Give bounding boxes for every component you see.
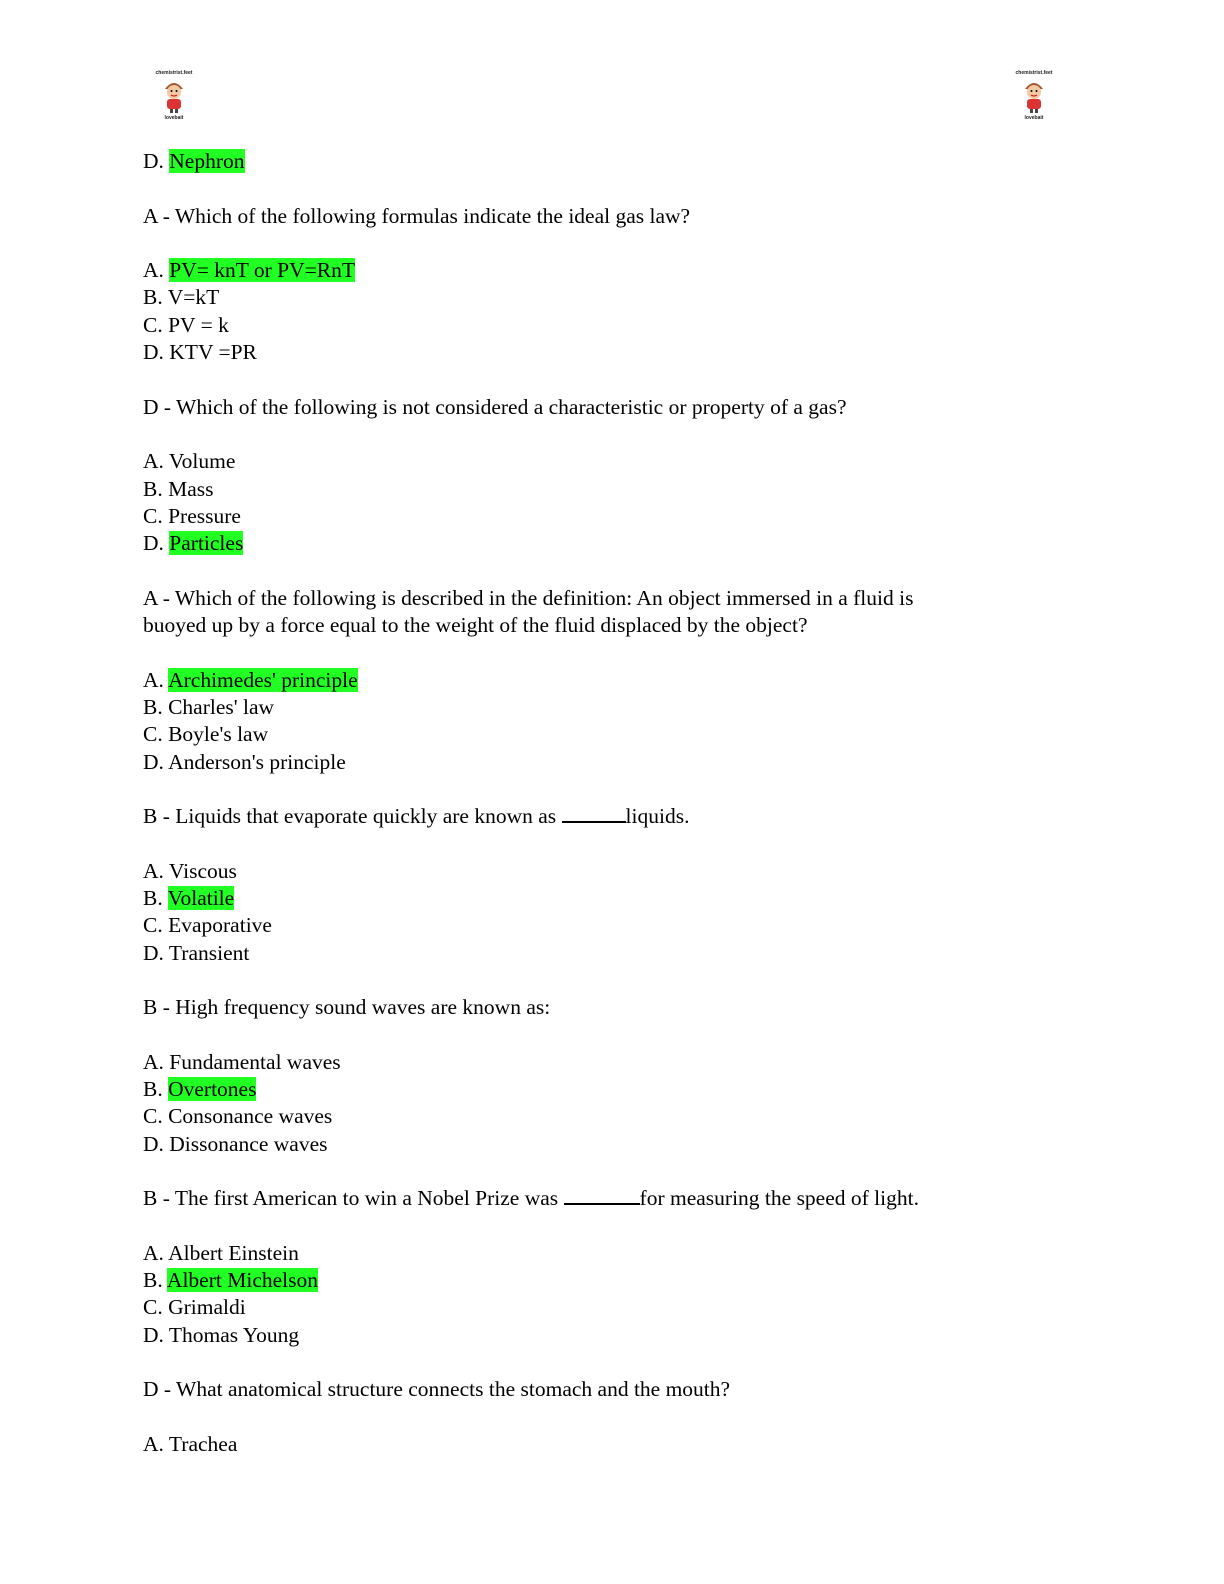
correct-answer-highlight: Particles [169,531,244,556]
option-text: Anderson's principle [168,749,346,774]
option-text: V=kT [167,285,220,310]
option-label: B. [143,476,163,501]
option-text: Pressure [168,503,241,528]
correct-answer-highlight: Overtones [168,1077,257,1102]
option-line [143,1431,1073,1458]
option-line [143,721,1073,748]
option-text: Volume [168,449,236,474]
option-label: C. [143,722,163,747]
question-stem [143,1185,1073,1212]
option-text: Consonance waves [168,1104,333,1129]
option-label: A. [143,1049,164,1074]
option-label: A. [143,1431,164,1456]
option-text: Grimaldi [168,1295,246,1320]
option-line [143,1049,1073,1076]
option-label: A. [143,667,164,692]
option-label: C. [143,312,163,337]
option-line [143,1103,1073,1130]
option-line [143,257,1073,284]
document-body [143,148,1073,1458]
option-line [143,694,1073,721]
option-line [143,503,1073,530]
option-text: Viscous [168,858,237,883]
option-text: PV = k [168,312,229,337]
option-label: C. [143,1295,163,1320]
option-text: Evaporative [168,913,272,938]
question-stem: D - Which of the following is not considered a characteristic or property of a gas? [143,394,847,419]
correct-answer-highlight: Archimedes' principle [168,667,358,692]
correct-answer-highlight: Nephron [169,149,245,173]
option-text: Boyle's law [168,722,269,747]
option-label: B. [143,886,163,911]
correct-answer-highlight: Volatile [167,886,235,911]
option-line [143,148,1073,175]
correct-answer-highlight: Albert Michelson [166,1268,318,1293]
logo-sub-text: lovebait [164,115,184,121]
stem-text: for measuring the speed of light. [639,1186,919,1211]
option-label: A. [143,449,164,474]
option-text: Fundamental waves [169,1049,341,1074]
option-text: Trachea [168,1431,238,1456]
question-stem-continued: buoyed up by a force equal to the weight of the fluid displaced by the object? [143,613,808,638]
option-text: Mass [168,476,214,501]
option-label: D. [143,940,164,965]
option-label: C. [143,1104,163,1129]
question-stem: A - Which of the following is described in the definition: An object immersed in a fluid is [143,585,914,610]
fill-in-blank [564,1185,640,1205]
option-label: C. [143,913,163,938]
option-line [143,312,1073,339]
option-line [143,1294,1073,1321]
logo-sub-text: lovebait [1024,115,1044,121]
question-stem [143,803,1073,830]
stem-text: liquids. [625,804,690,829]
question-stem: D - What anatomical structure connects the stomach and the mouth? [143,1377,731,1402]
option-line [143,912,1073,939]
header-logo-right [1003,70,1065,132]
option-label: A. [143,258,164,283]
option-line [143,448,1073,475]
option-label: D. [143,1131,164,1156]
option-line [143,667,1073,694]
option-text: Thomas Young [168,1322,300,1347]
option-line [143,858,1073,885]
mascot-icon [159,77,189,115]
option-label: B. [143,694,163,719]
stem-text: B - The first American to win a Nobel Prize was [143,1186,564,1211]
option-line [143,885,1073,912]
option-text: Albert Einstein [168,1240,299,1265]
option-text: Dissonance waves [169,1131,328,1156]
option-label: D. [143,340,164,365]
question-stem: A - Which of the following formulas indicate the ideal gas law? [143,203,691,228]
option-label: D. [143,531,164,556]
option-label: D. [143,1322,164,1347]
option-line [143,1076,1073,1103]
option-label: B. [143,285,163,310]
option-line [143,749,1073,776]
fill-in-blank [562,803,626,823]
option-label: D. [143,749,164,774]
option-line [143,1240,1073,1267]
option-line [143,940,1073,967]
option-line [143,1322,1073,1349]
stem-text: B - Liquids that evaporate quickly are known as [143,804,562,829]
option-text: Transient [168,940,250,965]
option-label: B. [143,1077,163,1102]
mascot-icon [1019,77,1049,115]
logo-site-text: chemistrist.feet [155,70,193,76]
option-line [143,339,1073,366]
logo-site-text: chemistrist.feet [1015,70,1053,76]
option-label: A. [143,858,164,883]
option-text: KTV =PR [169,340,257,365]
option-label: A. [143,1240,164,1265]
option-line [143,1267,1073,1294]
header-logo-left [143,70,205,132]
option-line [143,476,1073,503]
option-text: Charles' law [168,694,275,719]
correct-answer-highlight: PV= knT or PV=RnT [169,258,356,283]
option-line [143,530,1073,557]
option-label: C. [143,503,163,528]
option-label: B. [143,1268,163,1293]
question-stem: B - High frequency sound waves are known as: [143,995,551,1020]
option-line [143,1131,1073,1158]
option-label: D. [143,149,164,173]
option-line [143,284,1073,311]
